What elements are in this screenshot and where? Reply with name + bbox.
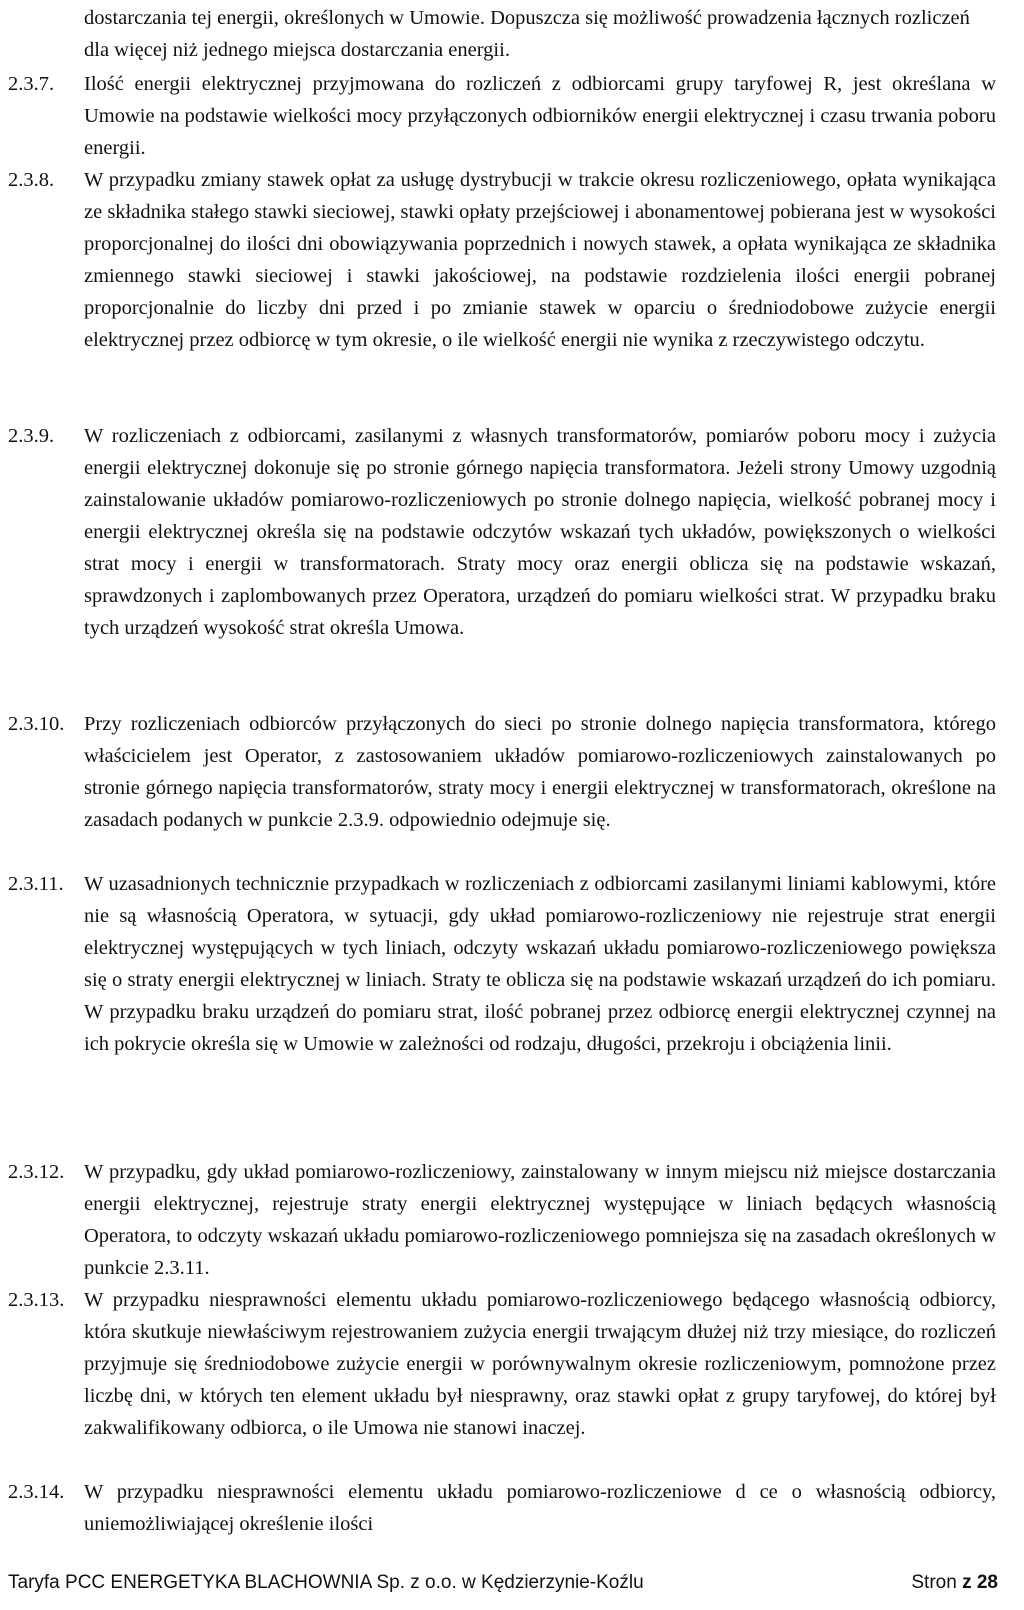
page-counter: [911, 1566, 998, 1600]
section-number: 2.3.8.: [8, 169, 55, 191]
section-number: 2.3.13.: [8, 1289, 65, 1311]
section-2-3-12: [8, 1156, 998, 1284]
section-text: Przy rozliczeniach odbiorców przyłączonych do sieci po stronie dolnego napięcia transformatora, którego właścicielem jest Operator, z zastosowaniem układów pomiarowo-rozliczeniowych zainstalowanych po stronie górnego napięcia transformatorów, straty mocy i energii elektrycznej w transformatorach, określone na zasadach podanych w punkcie 2.3.9. odpowiednio odejmuje się.: [84, 713, 996, 831]
section-text: W przypadku, gdy układ pomiarowo-rozliczeniowy, zainstalowany w innym miejscu niż miejsce dostarczania energii elektrycznej, rejestruje straty energii elektrycznej występujące w liniach będących własnością Operatora, to odczyty wskazań układu pomiarowo-rozliczeniowego pomniejsza się na zasadach określonych w punkcie 2.3.11.: [84, 1161, 996, 1279]
page-footer: [8, 1566, 998, 1600]
section-2-3-7: [8, 68, 998, 164]
section-text: W przypadku niesprawności elementu układu pomiarowo-rozliczeniowego będącego własnością odbiorcy, która skutkuje niewłaściwym rejestrowaniem zużycia energii trwającym dłużej niż trzy miesiące, do rozliczeń przyjmuje się średniodobowe zużycie energii w porównywalnym okresie rozliczeniowym, pomnożone przez liczbę dni, w których ten element układu był niesprawny, oraz stawki opłat z grupy taryfowej, do której był zakwalifikowany odbiorca, o ile Umowa nie stanowi inaczej.: [84, 1289, 996, 1439]
section-number: 2.3.14.: [8, 1481, 65, 1503]
intro-paragraph: dostarczania tej energii, określonych w Umowie. Dopuszcza się możliwość prowadzenia łącznych rozliczeń dla więcej niż jednego miejsca dostarczania energii.: [84, 7, 970, 61]
section-text: Ilość energii elektrycznej przyjmowana do rozliczeń z odbiorcami grupy taryfowej R, jest określana w Umowie na podstawie wielkości mocy przyłączonych odbiorników energii elektrycznej i czasu trwania poboru energii.: [84, 73, 996, 159]
section-2-3-11: [8, 868, 998, 1060]
section-text: W rozliczeniach z odbiorcami, zasilanymi z własnych transformatorów, pomiarów poboru mocy i zużycia energii elektrycznej dokonuje się po stronie górnego napięcia transformatora. Jeżeli strony Umowy uzgodnią zainstalowanie układów pomiarowo-rozliczeniowych po stronie dolnego napięcia, wielkość pobranej mocy i energii elektrycznej określa się na podstawie odczytów wskazań tych układów, powiększonych o wielkości strat mocy i energii w transformatorach. Straty mocy oraz energii oblicza się na podstawie wskazań, sprawdzonych i zaplombowanych przez Operatora, urządzeń do pomiaru wielkości strat. W przypadku braku tych urządzeń wysokość strat określa Umowa.: [84, 425, 996, 639]
page-label: Stron: [911, 1572, 957, 1593]
section-text: W uzasadnionych technicznie przypadkach w rozliczeniach z odbiorcami zasilanymi liniami kablowymi, które nie są własnością Operatora, w sytuacji, gdy układ pomiarowo-rozliczeniowy nie rejestruje strat energii elektrycznej występujących w tych liniach, odczyty wskazań układu pomiarowo-rozliczeniowego powiększa się o straty energii elektrycznej w liniach. Straty te oblicza się na podstawie wskazań urządzeń do ich pomiaru. W przypadku braku urządzeń do pomiaru strat, ilość pobranej przez odbiorcę energii elektrycznej czynnej na ich pokrycie określa się w Umowie w zależności od rodzaju, długości, przekroju i obciążenia linii.: [84, 873, 996, 1055]
section-2-3-13: [8, 1284, 998, 1444]
section-2-3-10: [8, 708, 998, 836]
section-number: 2.3.11.: [8, 873, 64, 895]
section-2-3-8: [8, 164, 998, 356]
section-text: W przypadku zmiany stawek opłat za usługę dystrybucji w trakcie okresu rozliczeniowego, opłata wynikająca ze składnika stałego stawki sieciowej, stawki opłaty przejściowej i abonamentowej pobierana jest w wysokości proporcjonalnej do ilości dni obowiązywania poprzednich i nowych stawek, a opłata wynikająca ze składnika zmiennego stawki sieciowej i stawki jakościowej, na podstawie rozdzielenia ilości energii pobranej proporcjonalnie do liczby dni przed i po zmianie stawek w oparciu o średniodobowe zużycie energii elektrycznej przez odbiorcę w tym okresie, o ile wielkość energii nie wynika z rzeczywistego odczytu.: [84, 169, 996, 351]
section-number: 2.3.10.: [8, 713, 65, 735]
section-2-3-9: [8, 420, 998, 644]
section-number: 2.3.12.: [8, 1161, 65, 1183]
section-number: 2.3.7.: [8, 73, 55, 95]
section-2-3-14: [8, 1476, 998, 1540]
section-number: 2.3.9.: [8, 425, 55, 447]
section-text: W przypadku niesprawności elementu układu pomiarowo-rozliczeniowe d ce o własnością odbiorcy, uniemożliwiającej określenie ilości: [84, 1481, 996, 1535]
page-total: z 28: [962, 1572, 998, 1593]
footer-title: Taryfa PCC ENERGETYKA BLACHOWNIA Sp. z o.o. w Kędzierzynie-Koźlu: [8, 1572, 644, 1593]
